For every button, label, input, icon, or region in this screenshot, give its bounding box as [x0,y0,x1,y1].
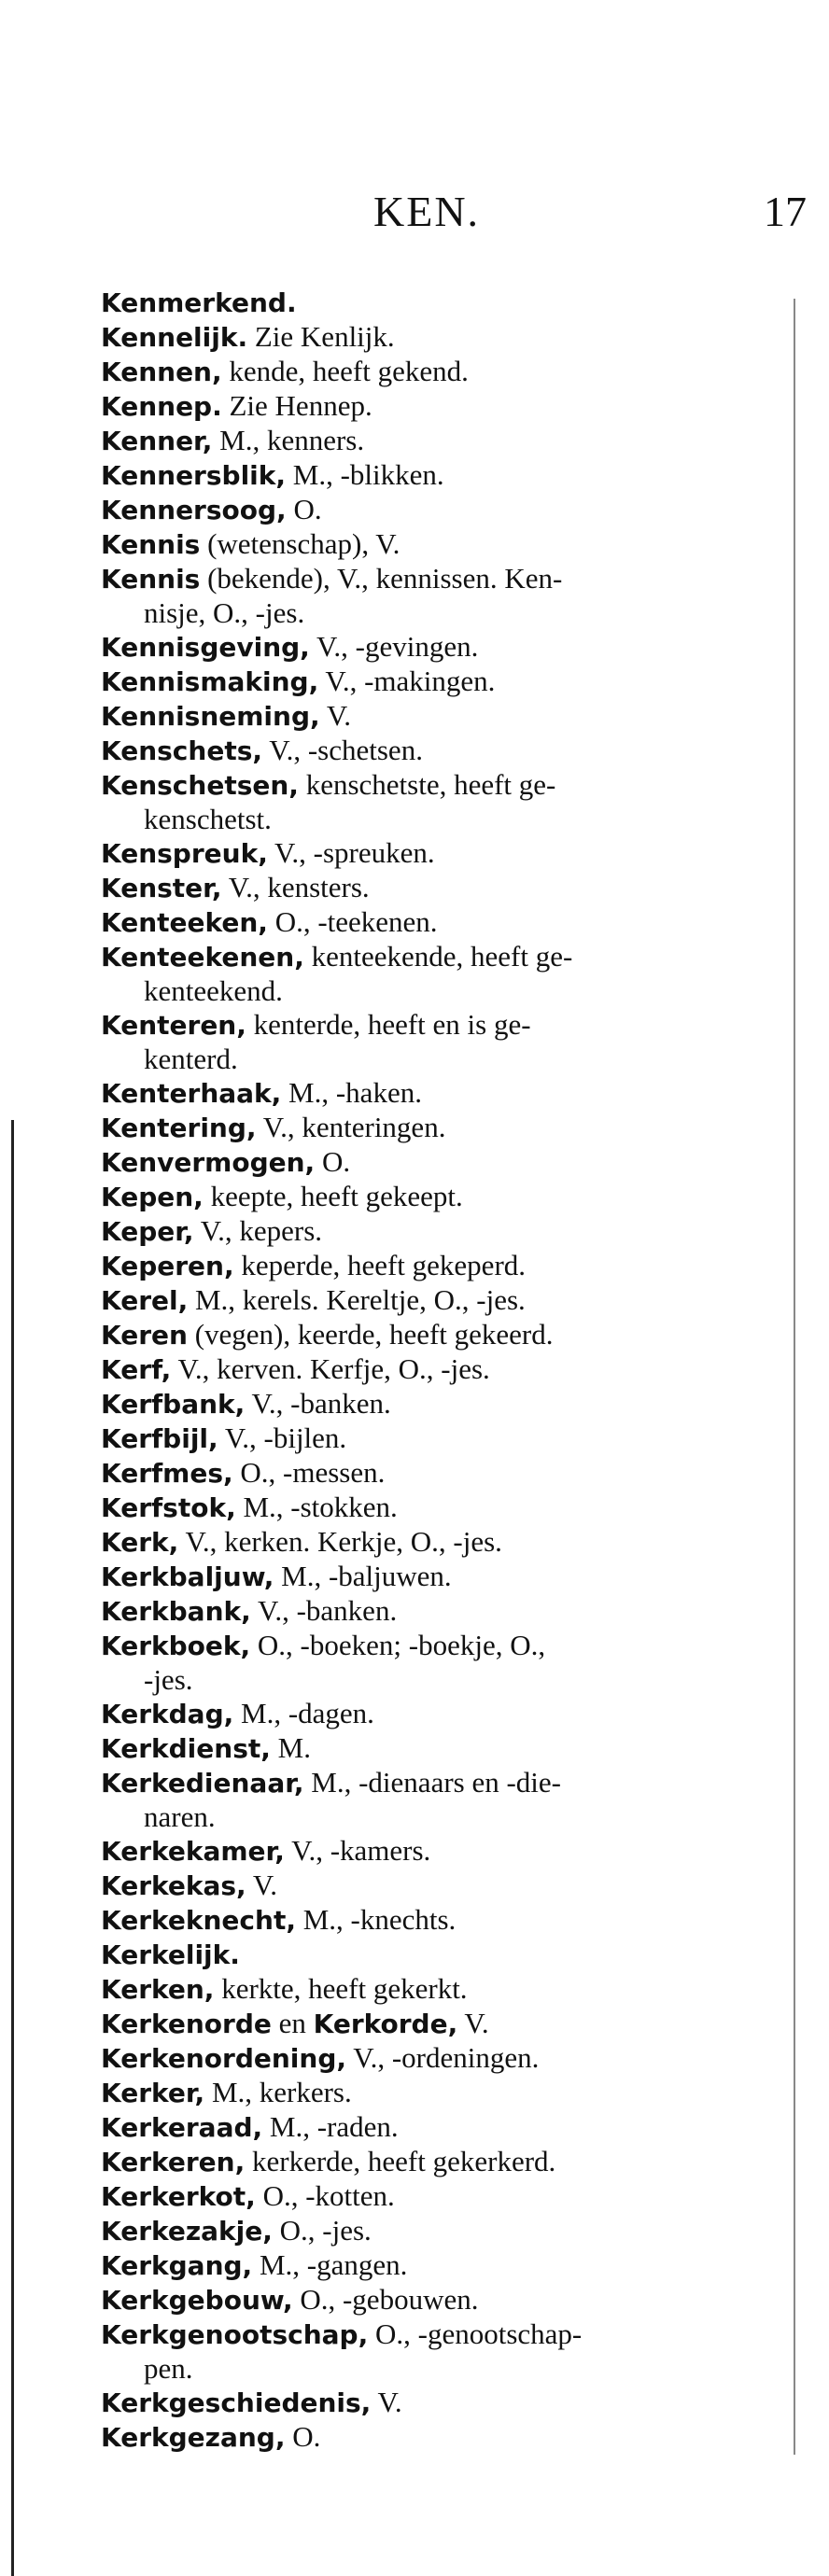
entry-headword: Kenspreuk, [101,838,268,869]
entry-definition: V., kenteringen. [256,1111,446,1143]
entry-definition: V. [319,699,351,732]
entry-definition: (bekende), V., kennissen. Ken- [200,562,563,595]
entry-definition: M., -knechts. [295,1903,457,1936]
dictionary-entry [101,1145,775,1180]
dictionary-entry [101,424,775,458]
entry-definition: V., -kamers. [284,1834,431,1867]
entry-continuation: kenschetst. [144,803,272,835]
entry-headword: Kerkgezang, [101,2422,286,2453]
entry-definition: kenschetste, heeft ge- [298,768,556,801]
entry-definition: V., -spreuken. [267,836,435,869]
entry-headword: Kerkboek, [101,1631,251,1661]
entry-headword: Kenterhaak, [101,1078,282,1109]
entry-definition: Zie Kenlijk. [247,320,395,353]
dictionary-entry [101,320,775,355]
entry-headword: Kerkelijk. [101,1939,240,1970]
entry-definition: O., -kotten. [255,2179,395,2212]
entry-headword: Kerkgang, [101,2250,253,2281]
dictionary-entry [101,2041,775,2076]
entry-definition: O., -messen. [232,1456,386,1489]
entry-headword: Kerkekas, [101,1870,246,1901]
entry-definition: O., -genootschap- [368,2317,583,2350]
dictionary-entry [101,2248,775,2283]
dictionary-entry [101,2386,775,2420]
page-number: 17 [764,188,807,235]
dictionary-entry [101,1697,775,1731]
dictionary-entry [101,699,775,734]
entry-headword: Kennep. [101,391,222,422]
entry-headword: Kennersoog, [101,495,287,525]
dictionary-entry [101,1318,775,1352]
entry-definition: V., -schetsen. [262,734,423,766]
dictionary-entry [101,1766,775,1834]
dictionary-entry [101,940,775,1008]
entry-headword: Kennis [101,564,201,595]
dictionary-entry [101,734,775,768]
dictionary-entry [101,2214,775,2248]
dictionary-entry [101,1491,775,1525]
dictionary-entry [101,286,775,320]
entry-definition: O. [285,2420,321,2453]
entry-headword: Kennisgeving, [101,632,310,663]
dictionary-entry [101,871,775,905]
entry-continuation: kenteekend. [144,974,283,1007]
entry-headword: Kerkeren, [101,2147,246,2177]
dictionary-entry [101,1869,775,1903]
entry-headword: Kerel, [101,1285,189,1316]
entry-definition: V., kerken. Kerkje, O., -jes. [178,1525,502,1558]
entry-headword: Kenvermogen, [101,1147,316,1178]
entry-definition: kenteekende, heeft ge- [303,940,573,973]
entry-definition: M., -baljuwen. [274,1560,452,1592]
entry-headword: Kerken, [101,1974,215,2005]
entry-headword: Kenschetsen, [101,770,299,801]
entry-headword: Kenteekenen, [101,942,304,973]
page-header [0,187,829,243]
dictionary-entry [101,1214,775,1249]
entry-headword: Kerfbijl, [101,1423,218,1454]
entry-definition: M., -stokken. [235,1491,398,1523]
entry-headword: Kerfbank, [101,1389,246,1420]
entry-definition: V., kensters. [221,871,370,903]
dictionary-entry [101,1972,775,2007]
dictionary-entry [101,458,775,493]
entry-definition: V., -makingen. [318,665,496,697]
entry-definition: M., kenners. [212,424,365,456]
entry-headword: Kentering, [101,1113,257,1143]
dictionary-entry [101,1903,775,1938]
entry-definition: V., -banken. [245,1387,391,1420]
entry-definition: M., -dienaars en -die- [303,1766,561,1799]
entry-definition: V., -gevingen. [309,630,479,663]
dictionary-entry [101,1731,775,1766]
dictionary-entry [101,630,775,665]
entry-headword: Kerkezakje, [101,2216,273,2247]
entry-definition: O., -teekenen. [267,905,438,938]
dictionary-entry [101,2283,775,2317]
dictionary-entry [101,1525,775,1560]
entry-headword: Kerfmes, [101,1458,233,1489]
entry-headword: Kerkbaljuw, [101,1561,274,1592]
dictionary-entry [101,527,775,562]
entry-headword: Keren [101,1320,188,1351]
dictionary-entry [101,2317,775,2386]
dictionary-entry [101,2076,775,2110]
entry-definition: keperde, heeft gekeperd. [233,1249,527,1281]
dictionary-entry [101,2420,775,2455]
dictionary-entry [101,389,775,424]
entry-definition: kerkerde, heeft gekerkerd. [245,2145,556,2177]
dictionary-entry [101,1560,775,1594]
dictionary-entry [101,1352,775,1387]
dictionary-entry-list [101,286,775,2455]
entry-definition: M., -haken. [281,1076,422,1109]
entry-headword: Kerkeknecht, [101,1905,296,1936]
dictionary-entry [101,355,775,389]
entry-definition: V. [457,2007,489,2039]
dictionary-entry [101,1594,775,1629]
running-head: KEN. [373,188,481,235]
entry-definition: V. [246,1869,278,1901]
entry-headword: Kennis [101,529,201,560]
entry-definition: V., kepers. [193,1214,323,1247]
dictionary-entry [101,1456,775,1491]
entry-definition: en [271,2007,314,2039]
entry-headword: Kerkekamer, [101,1836,285,1867]
entry-headword-variant: Kerkorde, [313,2009,458,2039]
entry-headword: Kennismaking, [101,666,319,697]
column-rule [794,299,795,2455]
entry-headword: Kennisneming, [101,701,320,732]
entry-headword: Kerkgeschiedenis, [101,2387,372,2418]
dictionary-entry [101,665,775,699]
dictionary-entry [101,1076,775,1111]
entry-headword: Keperen, [101,1251,234,1281]
entry-headword: Kerkdienst, [101,1733,271,1764]
entry-headword: Kerk, [101,1527,179,1558]
dictionary-entry [101,836,775,871]
dictionary-entry [101,1387,775,1421]
entry-headword: Kerf, [101,1354,172,1385]
entry-headword: Kerkedienaar, [101,1768,304,1799]
entry-definition: M., kerels. Kereltje, O., -jes. [188,1283,526,1316]
entry-definition: M., -gangen. [252,2248,408,2281]
entry-definition: V., kerven. Kerfje, O., -jes. [171,1352,490,1385]
entry-definition: (vegen), keerde, heeft gekeerd. [187,1318,554,1351]
entry-definition: O. [315,1145,351,1178]
dictionary-entry [101,493,775,527]
entry-headword: Kenner, [101,426,213,456]
entry-headword: Kerkgebouw, [101,2285,293,2316]
entry-definition: (wetenschap), V. [200,527,400,560]
entry-continuation: naren. [144,1800,216,1833]
entry-definition: O., -jes. [272,2214,372,2247]
dictionary-entry [101,1283,775,1318]
entry-headword: Kenschets, [101,735,263,766]
entry-headword: Kerkenordening, [101,2043,347,2074]
dictionary-entry [101,562,775,630]
entry-definition: O., -boeken; -boekje, O., [250,1629,546,1661]
entry-headword: Kerkgenootschap, [101,2319,369,2350]
entry-headword: Kenmerkend. [101,287,297,318]
entry-headword: Kerfstok, [101,1492,236,1523]
dictionary-entry [101,768,775,836]
left-margin-rule [11,1120,14,2576]
entry-headword: Kenteren, [101,1010,246,1041]
entry-headword: Kerkerkot, [101,2181,256,2212]
dictionary-entry [101,1008,775,1076]
entry-definition: M., kerkers. [204,2076,352,2108]
entry-definition: M., -blikken. [286,458,444,491]
entry-definition: kenterde, heeft en is ge- [246,1008,531,1041]
entry-headword: Kerkdag, [101,1699,234,1729]
entry-headword: Kerkeraad, [101,2112,263,2143]
entry-continuation: kenterd. [144,1043,238,1075]
entry-definition: M., -dagen. [233,1697,374,1729]
entry-definition: V. [371,2386,402,2418]
entry-headword: Kerker, [101,2078,205,2108]
dictionary-entry [101,2145,775,2179]
entry-headword: Kenster, [101,873,222,903]
entry-definition: M. [270,1731,311,1764]
entry-definition: O., -gebouwen. [292,2283,479,2316]
entry-continuation: pen. [144,2352,193,2385]
dictionary-entry [101,905,775,940]
dictionary-entry [101,1249,775,1283]
entry-definition: keepte, heeft gekeept. [203,1180,463,1212]
entry-headword: Kerkbank, [101,1596,251,1627]
dictionary-entry [101,1421,775,1456]
entry-definition: kerkte, heeft gekerkt. [214,1972,468,2005]
entry-continuation: -jes. [144,1663,193,1696]
dictionary-entry [101,1629,775,1697]
dictionary-entry [101,1111,775,1145]
entry-headword: Kepen, [101,1182,204,1212]
entry-headword: Kenteeken, [101,907,268,938]
entry-definition: M., -raden. [262,2110,399,2143]
entry-headword: Keper, [101,1216,194,1247]
entry-headword: Kerkenorde [101,2009,272,2039]
entry-definition: Zie Hennep. [221,389,372,422]
entry-definition: O. [286,493,322,525]
dictionary-entry [101,1938,775,1972]
entry-headword: Kennen, [101,357,222,387]
entry-headword: Kennersblik, [101,460,287,491]
dictionary-entry [101,2007,775,2041]
dictionary-entry [101,1834,775,1869]
entry-definition: V., -bijlen. [218,1421,347,1454]
entry-headword: Kennelijk. [101,322,248,353]
entry-definition: V., -banken. [250,1594,398,1627]
dictionary-entry [101,2179,775,2214]
dictionary-entry [101,2110,775,2145]
entry-definition: V., -ordeningen. [346,2041,540,2074]
entry-continuation: nisje, O., -jes. [144,596,305,629]
dictionary-entry [101,1180,775,1214]
entry-definition: kende, heeft gekend. [221,355,469,387]
